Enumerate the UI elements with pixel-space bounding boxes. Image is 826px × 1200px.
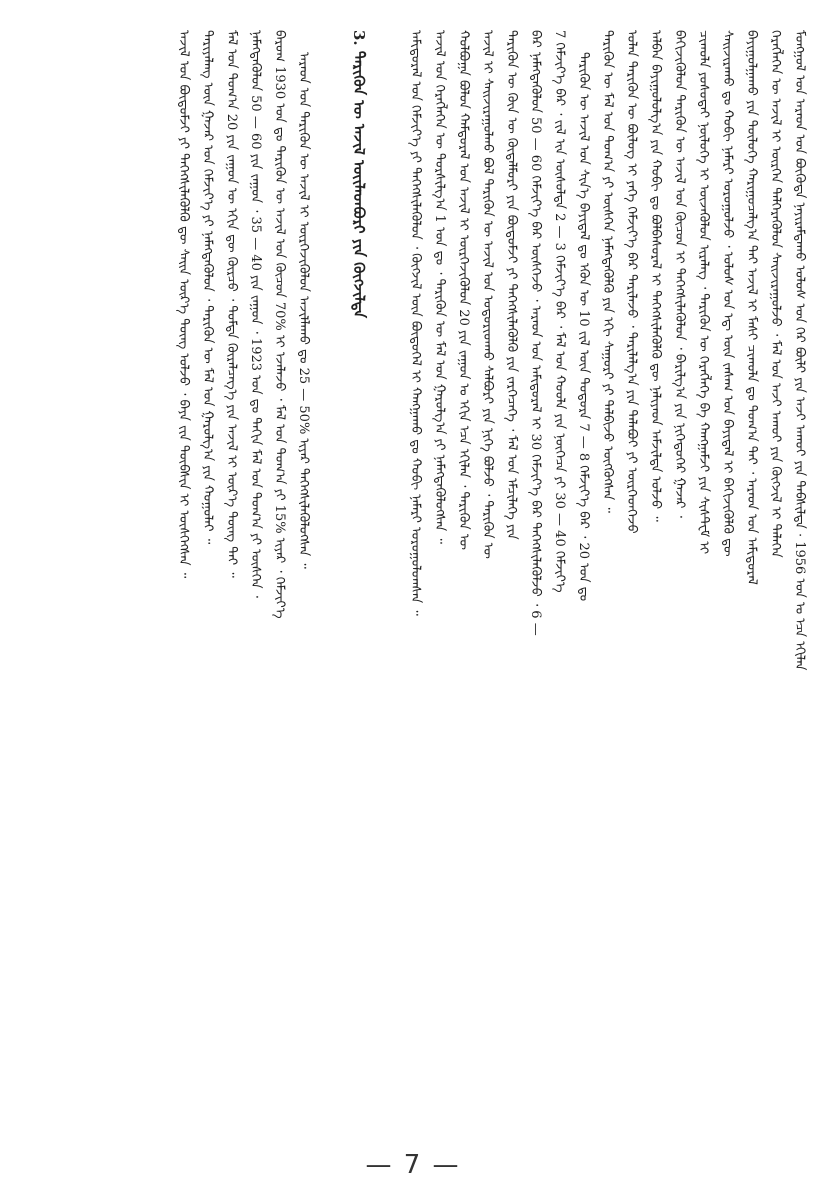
vertical-text-block xyxy=(48,30,808,1150)
text-line: ᠪᠠᠷ ᠨᠡᠮᠡᠭᠳᠡᠭᠦᠯᠦᠨ 50 — 60 ᠬᠡᠮᠵᠢᠶ᠎ᠡ ᠪᠡᠷ ᠥᠰᠬᠡᠵᠦ ᠂ ᠠᠷᠠᠳ ᠤᠨ ᠠᠮᠢᠳᠤᠷᠠᠯ ᠢ 30 ᠬᠡᠮᠵᠢᠶ᠎ᠡ ᠪᠡᠷ ᠳᠡᠭᠡᠭᠰᠢᠯᠡᠭᠦᠯᠵᠦ ᠂ 6 — xyxy=(528,30,543,636)
text-line: ᠰᠠᠢᠵᠢᠷᠠᠬᠤ ᠳᠤ ᠬᠤᠪᠢ ᠨᠡᠮᠡᠷᠢ ᠣᠷᠣᠭᠤᠯᠵᠤ ᠂ ᠤᠯᠤᠰ ᠤᠨ ᠡᠳ᠋ ᠦᠨ ᠵᠠᠰᠠᠭ ᠤᠨ ᠪᠠᠶᠢᠳᠠᠯ ᠢ ᠪᠡᠬᠢᠵᠢᠭᠦᠯᠬᠦ ᠳᠦ xyxy=(720,30,735,557)
text-line: 7 ᠬᠡᠮᠵᠢᠶ᠎ᠡ ᠪᠠᠷ ᠂ ᠵᠢᠯ ᠢᠨ ᠥᠰᠦᠯᠲᠡ 2 — 3 ᠬᠡᠮᠵᠢᠶ᠎ᠡ ᠪᠠᠷ ᠂ ᠮᠠᠯ ᠤᠨ ᠬᠣᠣᠯᠠ ᠶᠢᠨ ᠨᠥᠭᠡᠴᠡ ᠶᠢ 30 — 40 ᠬᠡᠮᠵᠢᠶ᠎ᠡ xyxy=(552,30,567,593)
section-spacer xyxy=(386,30,400,1150)
text-line: ᠠᠯᠪᠠᠨ ᠪᠠᠶᠢᠭᠤᠯᠤᠯᠭ᠎ᠠ ᠶᠢᠨ ᠬᠤᠪᠢ ᠳᠤ ᠪᠣᠯᠪᠠᠰᠤᠷᠠᠯ ᠢ ᠳᠡᠭᠡᠭᠰᠢᠯᠡᠭᠦᠯᠬᠦ ᠳᠦ ᠨᠡᠯᠢᠶᠡᠳ ᠠᠮᠵᠢᠯᠲᠠ ᠣᠯᠵᠤ ᠃ xyxy=(648,30,663,522)
text-line: ᠲᠡᠷᠢᠭᠦᠨ ᠦ ᠠᠵᠢᠯ ᠤᠨ ᠰᠢᠨ᠎ᠡ ᠪᠠᠶᠢᠳᠠᠯ ᠳᠤ ᠡᠭᠦᠨ ᠦ 10 ᠵᠢᠯ ᠦᠨ ᠳᠣᠲᠣᠷᠠ 7 — 8 ᠬᠡᠮᠵᠢᠶ᠎ᠡ ᠪᠠᠷ ᠂ 20 ᠣᠨ ᠳᠤ xyxy=(576,52,591,602)
text-line: ᠪᠠᠷᠤᠭ 1930 ᠣᠨ ᠳᠤ ᠲᠡᠷᠢᠭᠦᠨ ᠦ ᠠᠵᠢᠯ ᠤᠨ ᠬᠦᠴᠦᠨ 70% ᠢ ᠡᠵᠡᠯᠡᠵᠦ ᠂ ᠮᠠᠯ ᠤᠨ ᠲᠤᠭ᠎ᠠ ᠶᠢ 15% ᠢᠶᠠᠷ ᠂ ᠬᠡᠮᠵᠢᠶ᠎ᠡ xyxy=(272,30,287,619)
text-line: ᠠᠵᠢᠯ ᠤᠨ ᠪᠦᠲᠦᠮᠵᠢ ᠶᠢ ᠳᠡᠭᠡᠭᠰᠢᠯᠡᠭᠦᠯᠬᠦ ᠳᠦ ᠰᠠᠢᠨ ᠦᠷ᠎ᠡ ᠳᠦᠩ ᠣᠯᠵᠤ ᠂ ᠪᠡᠶᠡ ᠵᠢᠨ ᠲᠦᠪᠰᠢᠨ ᠢ ᠥᠰᠬᠡᠭᠰᠡᠨ ᠃ xyxy=(176,30,191,579)
text-line: ᠮᠠᠯ ᠤᠨ ᠲᠤᠭ᠎ᠠ 20 ᠶᠢᠨ ᠵᠠᠭᠤᠨ ᠦ ᠡᠬᠢᠨ ᠳᠦ ᠬᠦᠷᠴᠦ ᠂ ᠳᠤᠮᠳᠠ ᠬᠦᠷᠡᠯᠴᠡᠭ᠎ᠡ ᠶᠢᠨ ᠠᠵᠢᠯ ᠢ ᠦᠷ᠎ᠡ ᠳᠦᠩ ᠲᠡᠢ ᠃ xyxy=(224,30,239,578)
text-line: ᠴᠢᠬᠤᠯᠠ ᠶᠤᠰᠤᠳᠠᠢ ᠨᠥᠯᠥᠭᠡ ᠢ ᠦᠵᠡᠭᠦᠯᠦᠨ ᠢᠷᠡᠯᠡᠭ ᠂ ᠲᠡᠷᠢᠭᠦᠨ ᠦ ᠬᠡᠷᠡᠭᠯᠡᠭᠡ ᠪᠠ ᠬᠠᠨᠭᠭᠠᠮᠵᠢ ᠶᠢᠨ ᠰᠢᠰᠲᠧᠮ ᠢ xyxy=(696,30,711,555)
page-number: — 7 — xyxy=(365,1150,461,1180)
text-line: ᠲᠠᠷᠢᠶᠠᠯᠠᠩ ᠦᠨ ᠭᠠᠵᠠᠷ ᠤᠨ ᠬᠡᠮᠵᠢᠶ᠎ᠡ ᠶᠢ ᠨᠡᠮᠡᠭᠳᠡᠭᠦᠯᠦᠨ ᠂ ᠲᠡᠷᠢᠭᠦᠨ ᠦ ᠮᠠᠯ ᠤᠨ ᠭᠠᠷᠤᠯᠭ᠎ᠠ ᠶᠢᠨ ᠬᠣᠭᠣᠯᠠᠢ ᠃ xyxy=(200,30,215,545)
text-line: ᠲᠡᠷᠢᠭᠦᠨ ᠦ ᠬᠦᠨ ᠦ ᠬᠥᠳᠡᠯᠮᠦᠷᠢ ᠶᠢᠨ ᠪᠦᠲᠦᠮᠵᠢ ᠶᠢ ᠳᠡᠭᠡᠭᠰᠢᠯᠡᠭᠦᠯᠬᠦ ᠶᠢᠨ ᠵᠡᠷᠭᠡᠴᠡᠭᠡ ᠂ ᠮᠠᠯ ᠤᠨ ᠡᠮᠴᠢᠯᠡᠭᠡ ᠶᠢᠨ xyxy=(504,30,519,540)
section-heading: 3. ᠲᠡᠷᠢᠭᠦᠨ ᠦ ᠠᠵᠢᠯ ᠦᠢᠯᠡᠳᠪᠦᠷᠢ ᠶᠢᠨ ᠬᠦᠭᠵᠢᠯᠲᠡ xyxy=(350,30,368,318)
text-line: ᠪᠡᠬᠢᠵᠢᠭᠦᠯᠦᠨ ᠲᠡᠷᠢᠭᠦᠨ ᠦ ᠠᠵᠢᠯ ᠤᠨ ᠬᠦᠴᠦᠨ ᠢ ᠳᠡᠭᠡᠭᠰᠢᠯᠡᠭᠦᠯᠦᠨ ᠂ ᠪᠠᠷᠢᠯᠭ᠎ᠠ ᠶᠢᠨ ᠨᠢᠭᠡᠳᠦᠭᠡᠷ ᠭᠠᠵᠠᠷ ᠂ xyxy=(672,30,687,518)
text-line: ᠬᠡᠷᠡᠭᠯᠡᠭᠡᠨ ᠦ ᠠᠵᠢᠯ ᠢ ᠥᠷᠭᠡᠨ ᠳᠡᠯᠭᠡᠷᠡᠬᠦᠯᠦᠨ ᠰᠠᠢᠵᠢᠷᠠᠭᠤᠯᠵᠤ ᠂ ᠮᠠᠯ ᠤᠨ ᠠᠵᠢ ᠠᠬᠤᠢ ᠶᠢᠨ ᠬᠥᠭᠵᠢᠯ ᠢ ᠲᠡᠯᠡᠭᠡᠨ xyxy=(768,30,783,558)
text-line: ᠣᠯᠠᠨ ᠲᠡᠷᠢᠭᠦᠨ ᠦ ᠪᠦᠯᠦᠭ ᠢ ᠶᠡᠬᠡ ᠬᠡᠮᠵᠢᠶ᠎ᠡ ᠪᠡᠷ ᠲᠠᠷᠢᠯᠠᠵᠤ ᠂ ᠲᠠᠷᠢᠯᠠᠯᠭ᠎ᠠ ᠶᠢᠨ ᠲᠠᠯᠠᠪᠤᠢ ᠶᠢ ᠥᠷᠭᠡᠳᠬᠡᠵᠦ xyxy=(624,30,639,534)
section-spacer xyxy=(318,30,332,1150)
text-line: ᠠᠵᠢᠯ ᠤᠨ ᠬᠡᠷᠡᠭᠯᠡᠭᠡᠨ ᠦ ᠲᠤᠷᠰᠢᠯᠭ᠎ᠠ 1 ᠣᠨ ᠳᠤ ᠂ ᠲᠡᠷᠢᠭᠦᠨ ᠦ ᠮᠠᠯ ᠤᠨ ᠭᠠᠷᠤᠯᠭ᠎ᠠ ᠶᠢ ᠨᠡᠮᠡᠭᠳᠡᠭᠦᠯᠦᠭᠰᠡᠨ ᠃ xyxy=(432,30,447,544)
text-line: ᠠᠮᠢᠳᠤᠷᠠᠯ ᠤᠨ ᠬᠡᠮᠵᠢᠶ᠎ᠡ ᠶᠢ ᠳᠡᠭᠡᠭᠰᠢᠯᠡᠭᠦᠯᠦᠨ ᠂ ᠬᠥᠭᠵᠢᠯ ᠦᠨ ᠪᠦᠲᠦᠭᠡᠯ ᠢ ᠬᠠᠩᠭᠠᠬᠤ ᠳᠤ ᠬᠤᠪᠢ ᠨᠡᠮᠡᠷᠢ ᠣᠷᠣᠭᠤᠯᠤᠭᠰᠠᠨ ᠃ xyxy=(408,30,423,616)
text-line: ᠠᠵᠢᠯ ᠢ ᠰᠠᠢᠵᠢᠷᠠᠭᠤᠯᠬᠤ ᠪᠣᠯ ᠲᠡᠷᠢᠭᠦᠨ ᠦ ᠠᠵᠢᠯ ᠤᠨ ᠤᠳᠤᠷᠢᠳᠬᠤ ᠰᠠᠯᠪᠤᠷᠢ ᠶᠢᠨ ᠨᠢᠭᠡ ᠪᠣᠯᠵᠤ ᠂ ᠲᠡᠷᠢᠭᠦᠨ ᠦ xyxy=(480,30,495,559)
text-line: ᠲᠡᠷᠢᠭᠦᠨ ᠦ ᠮᠠᠯ ᠤᠨ ᠲᠤᠭ᠎ᠠ ᠶᠢ ᠥᠰᠬᠡᠨ ᠨᠡᠮᠡᠭᠳᠡᠭᠦᠯᠬᠦ ᠶᠢᠨ ᠡᠬᠢ ᠰᠠᠭᠤᠷᠢ ᠶᠢ ᠲᠠᠯᠪᠢᠵᠤ ᠥᠭᠭᠦᠭᠰᠡᠨ ᠃ xyxy=(600,30,615,513)
text-line: ᠪᠠᠶᠢᠭᠤᠯᠭᠠᠬᠤ ᠶᠢᠨ ᠲᠥᠯᠥᠭᠡ ᠬᠠᠷᠢᠭᠤᠴᠠᠯᠭ᠎ᠠ ᠲᠠᠶ ᠠᠵᠢᠯ ᠢ ᠮᠠᠰᠢ ᠴᠢᠬᠤᠯᠠ ᠳᠤ ᠲᠣᠭ᠎ᠠ ᠲᠠᠢ ᠂ ᠠᠷᠠᠳ ᠤᠨ ᠠᠮᠢᠳᠤᠷᠠᠯ xyxy=(744,30,759,585)
text-line: ᠨᠡᠮᠡᠭᠳᠡᠭᠦᠯᠦᠨ 50 — 60 ᠶᠢᠨ ᠵᠠᠭᠤᠨ ᠂ 35 — 40 ᠶᠢᠨ ᠵᠠᠭᠤᠨ ᠂ 1923 ᠣᠨ ᠳᠤ ᠳᠠᠬᠢᠨ ᠮᠠᠯ ᠤᠨ ᠲᠤᠭ᠎ᠠ ᠶᠢ ᠥᠰᠬᠡᠨ ᠂ xyxy=(248,30,263,598)
text-line: ᠬᠣᠯᠪᠣᠭᠠ ᠪᠣᠯᠤᠨ ᠬᠠᠮᠲᠤᠷᠠᠯ ᠤᠨ ᠠᠵᠢᠯ ᠢ ᠥᠷᠭᠡᠵᠢᠭᠦᠯᠦᠨ 20 ᠶᠢᠨ ᠵᠠᠭᠤᠨ ᠤ ᠡᠬᠢᠨ ᠡᠴᠡ ᠡᠬᠢᠯᠡᠨ ᠂ ᠲᠡᠷᠢᠭᠦᠨ ᠦ xyxy=(456,30,471,550)
text-line: ᠮᠣᠩᠭᠣᠯ ᠤᠨ ᠠᠷᠠᠳ ᠤᠨ ᠪᠦᠭᠦᠳᠡ ᠨᠠᠶᠢᠷᠠᠮᠳᠠᠬᠤ ᠤᠯᠤᠰ ᠤᠨ ᠭᠡᠷ ᠪᠦᠯᠢ ᠶᠢᠨ ᠠᠵᠢ ᠠᠬᠤᠢ ᠶᠢᠨ ᠳᠡᠪᠰᠢᠯᠲᠡ · 1956 ᠣᠨ ᠤ ᠡᠴᠡ ᠡᠬᠢᠯᠡᠨ xyxy=(792,30,807,671)
text-line: ᠠᠷᠠᠳ ᠤᠨ ᠲᠡᠷᠢᠭᠦᠨ ᠦ ᠠᠵᠢᠯ ᠢ ᠥᠷᠭᠡᠵᠢᠭᠦᠯᠦᠨ ᠠᠵᠢᠯᠯᠠᠬᠤ ᠳᠤ 25 — 50% ᠢᠶᠠᠷ ᠳᠡᠭᠡᠭᠰᠢᠯᠡᠭᠦᠯᠦᠭᠰᠡᠨ ᠃ xyxy=(296,52,311,569)
